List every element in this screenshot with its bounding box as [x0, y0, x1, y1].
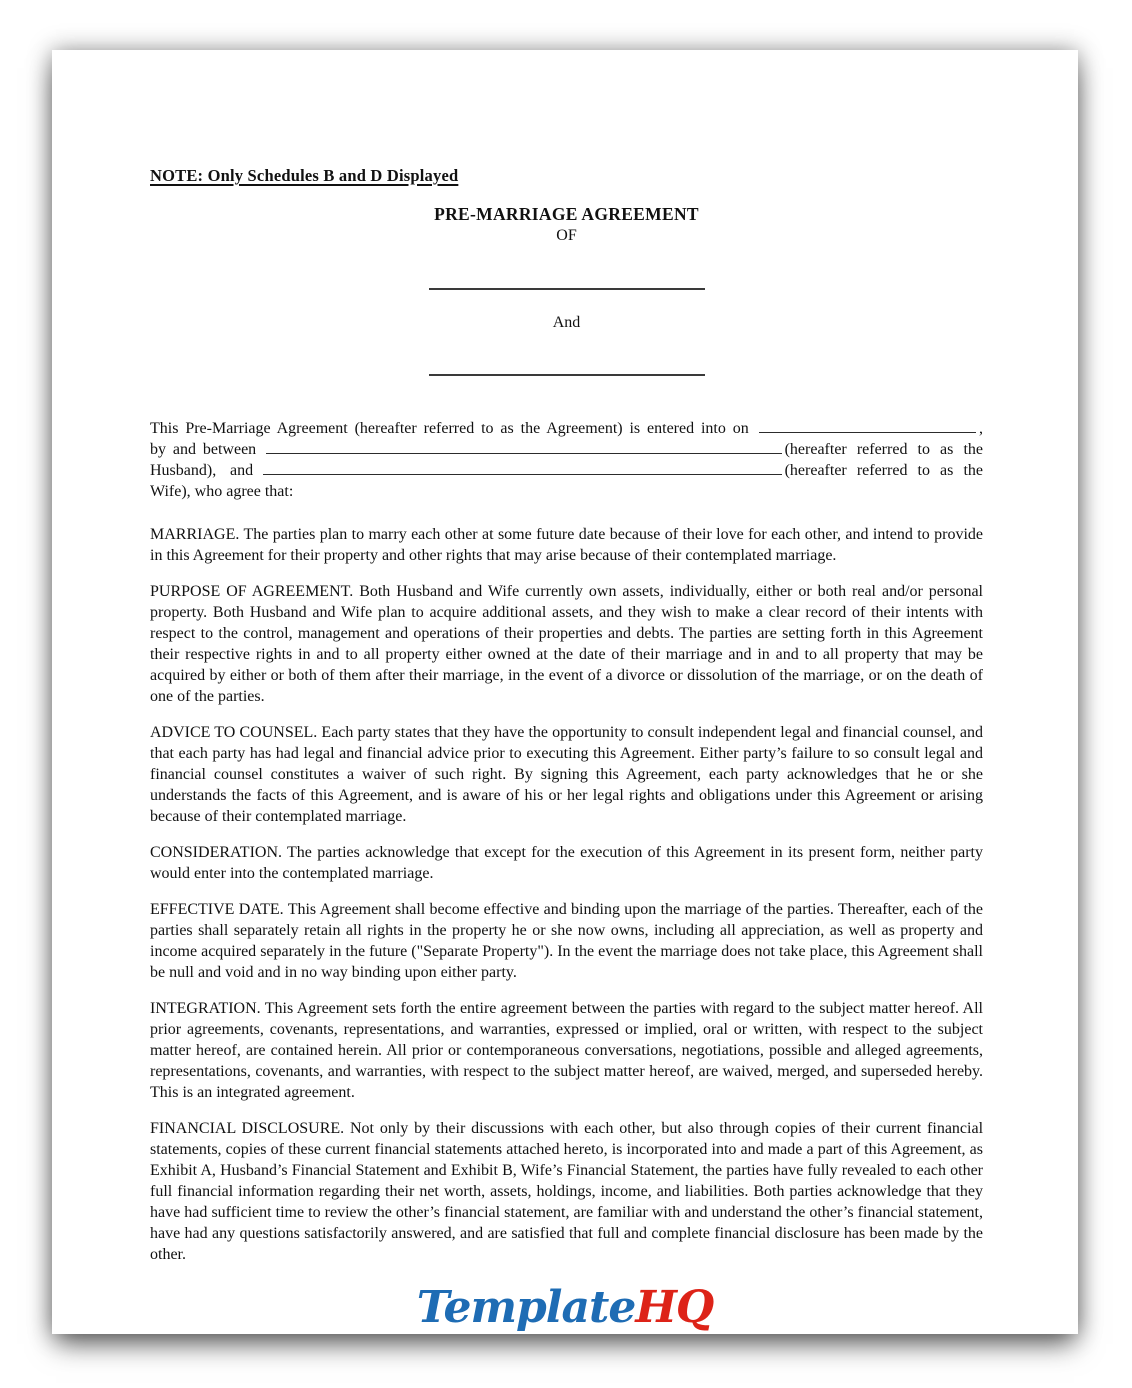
wife-name-blank-row — [150, 374, 983, 376]
husband-name-blank-row — [150, 288, 983, 290]
paragraph-effective-date — [150, 899, 983, 983]
templatehq-logo-template-text: Template — [416, 1282, 636, 1333]
paragraph-heading: EFFECTIVE DATE. — [150, 901, 284, 918]
paragraph-body: Each party states that they have the opportunity to consult independent legal and financial counsel, and that each party has had legal and financial advice prior to executing this Agreement. Either party’s failure to so consult legal and financial counsel constitutes a waiver of such right. By signing this Agreement, each party acknowledges that he or she understands the facts of this Agreement, and is aware of his or her legal rights and obligations under this Agreement or arising because of their contemplated marriage. — [150, 724, 983, 825]
intro-line-1 — [150, 418, 983, 439]
husband-name-blank-line — [429, 288, 705, 290]
intro-line1-text: This Pre-Marriage Agreement (hereafter referred to as the Agreement) is entered into on — [150, 420, 756, 437]
wife-name-blank-line — [429, 374, 705, 376]
paragraph-heading: FINANCIAL DISCLOSURE. — [150, 1120, 345, 1137]
paragraph-advice-to-counsel — [150, 722, 983, 827]
intro-line2-suffix: (hereafter referred to as the — [784, 441, 983, 458]
intro-line-4 — [150, 481, 983, 502]
intro-paragraph — [150, 418, 983, 502]
paragraph-consideration — [150, 842, 983, 884]
paragraph-body: Not only by their discussions with each other, but also through copies of their current financial statements, copies of these current financial statements attached hereto, is incorporated into and made a part of this Agreement, as Exhibit A, Husband’s Financial Statement and Exhibit B, Wife’s Financial Statement, the parties have fully revealed to each other full financial information regarding their net worth, assets, holdings, income, and liabilities. Both parties acknowledge that they have had sufficient time to review the other’s financial statement, are familiar with and understand the other’s financial statement, have had any questions satisfactorily answered, and are satisfied that full and complete financial disclosure has been made by the other. — [150, 1120, 984, 1263]
intro-line-2 — [150, 439, 983, 460]
templatehq-logo — [52, 1284, 1078, 1332]
intro-line4-text: Wife), who agree that: — [150, 483, 294, 500]
paragraph-heading: INTEGRATION. — [150, 1000, 261, 1017]
paragraph-body: Both Husband and Wife currently own assets, individually, either or both real and/or personal property. Both Husband and Wife plan to acquire additional assets, and they wish to make a clear record of their intents with respect to the control, management and operations of their properties and debts. The parties are setting forth in this Agreement their respective rights in and to all property either owned at the date of their marriage and in and to all property that may be acquired by either or both of them after their marriage, in the event of a divorce or dissolution of the marriage, or on the death of one of the parties. — [150, 583, 983, 705]
paragraph-purpose-of-agreement — [150, 581, 983, 707]
document-page — [52, 50, 1078, 1334]
paragraph-body: The parties plan to marry each other at some future date because of their love for each other, and intend to provide in this Agreement for their property and other rights that may arise because of their contemplated marriage. — [150, 526, 983, 564]
intro-line2-prefix: by and between — [150, 441, 264, 458]
intro-line3-prefix: Husband), and — [150, 462, 260, 479]
husband-name-inline-blank-line — [266, 453, 782, 454]
and-label: And — [552, 314, 581, 331]
paragraph-heading: PURPOSE OF AGREEMENT. — [150, 583, 354, 600]
paragraph-marriage — [150, 524, 983, 566]
templatehq-logo-hq-text: HQ — [635, 1282, 714, 1333]
document-title: PRE-MARRIAGE AGREEMENT — [434, 204, 699, 224]
paragraph-heading: MARRIAGE. — [150, 526, 240, 543]
intro-line-3 — [150, 460, 983, 481]
paragraph-body: This Agreement sets forth the entire agreement between the parties with regard to the subject matter hereof. All prior agreements, covenants, representations, and warranties, expressed or implied, oral or written, with respect to the subject matter hereof, are contained herein. All prior or contemporaneous conversations, negotiations, possible and alleged agreements, representations, covenants, and warranties, with respect to the subject matter hereof, are waived, merged, and superseded hereby. This is an integrated agreement. — [150, 1000, 983, 1101]
paragraph-heading: ADVICE TO COUNSEL. — [150, 724, 318, 741]
paragraph-body: The parties acknowledge that except for the execution of this Agreement in its present form, neither party would enter into the contemplated marriage. — [150, 844, 983, 882]
paragraph-integration — [150, 998, 983, 1103]
note-heading: NOTE: Only Schedules B and D Displayed — [150, 166, 459, 185]
paragraph-financial-disclosure — [150, 1118, 983, 1265]
title-of-label: OF — [556, 227, 577, 244]
paragraph-body: This Agreement shall become effective and binding upon the marriage of the parties. Thereafter, each of the parties shall separately retain all rights in the property he or she now owns, including all appreciation, as well as property and income acquired separately in the future ("Separate Property"). In the event the marriage does not take place, this Agreement shall be null and void and in no way binding upon either party. — [150, 901, 983, 981]
intro-line1-comma: , — [979, 420, 983, 437]
wife-name-inline-blank-line — [263, 474, 782, 475]
agreement-date-blank-line — [759, 432, 976, 433]
paragraph-heading: CONSIDERATION. — [150, 844, 282, 861]
intro-line3-suffix: (hereafter referred to as the — [784, 462, 983, 479]
